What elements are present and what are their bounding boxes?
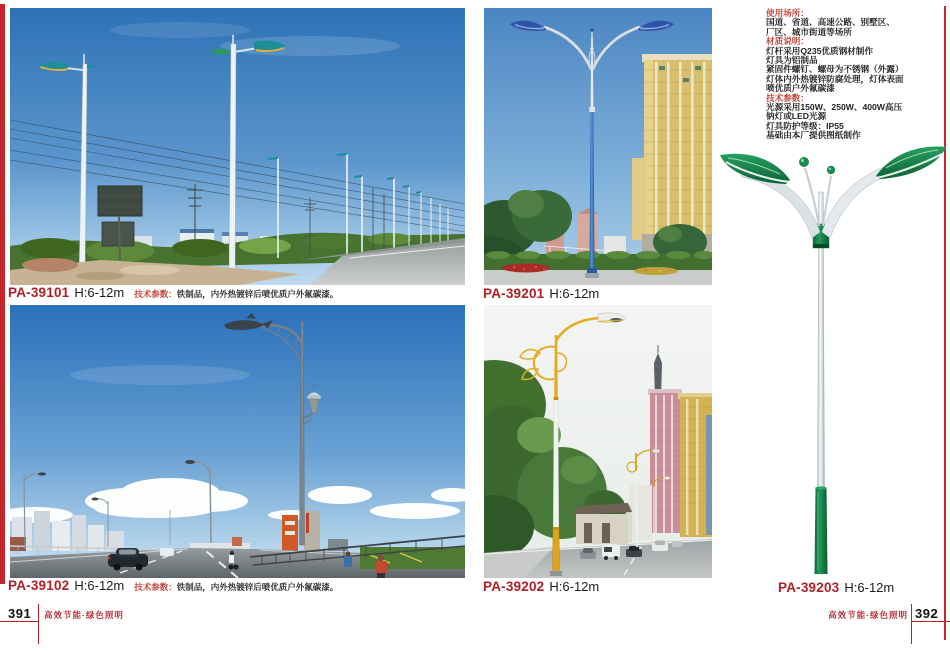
product-code: PA-39202 <box>483 579 545 594</box>
usage-heading: 使用场所： <box>766 8 809 18</box>
material-line: 灯具为铝制品 <box>766 55 818 66</box>
product-code: PA-39201 <box>483 286 545 301</box>
label-pa-39102 <box>8 578 338 593</box>
tech-line: 基础由本厂提供图纸制作 <box>766 130 861 141</box>
product-photo-pa-39201 <box>484 8 712 285</box>
label-pa-39203 <box>778 580 894 595</box>
footer-right-divider <box>911 604 912 644</box>
note-text: 铁制品，内外热镀锌后喷优质户外氟碳漆。 <box>176 289 339 299</box>
product-height: H:6-12m <box>74 285 125 300</box>
material-line: 紧固件螺钉、螺母为不锈钢（外露） <box>766 64 904 75</box>
product-photo-pa-39101 <box>10 8 465 285</box>
material-line: 灯体内外热镀锌防腐处理，灯体表面 <box>766 73 904 84</box>
footer-left-underline <box>0 621 38 622</box>
tech-line: 灯具防护等级：IP55 <box>766 120 844 131</box>
drawing-pa-39203-art <box>718 134 948 580</box>
pole <box>813 192 829 574</box>
footer-right-underline <box>911 621 950 622</box>
product-photo-pa-39202 <box>484 305 712 578</box>
usage-line: 国道、省道、高速公路、别墅区、 <box>766 17 895 28</box>
photo-pa-39102-art <box>10 305 465 578</box>
photo-pa-39202-art <box>484 305 712 578</box>
lamp-heads <box>720 147 946 184</box>
product-code: PA-39101 <box>8 285 70 300</box>
product-code: PA-39203 <box>778 580 840 595</box>
material-line: 灯杆采用Q235优质钢材制作 <box>766 45 873 56</box>
tech-heading: 技术参数： <box>766 92 809 103</box>
note-label: 技术参数： <box>134 289 177 299</box>
product-height: H:6-12m <box>549 579 600 594</box>
photo-pa-39201-art <box>484 8 712 285</box>
photo-pa-39101-art <box>10 8 465 285</box>
footer-left-divider <box>38 604 39 644</box>
product-code: PA-39102 <box>8 578 70 593</box>
product-height: H:6-12m <box>74 578 125 593</box>
note-text: 铁制品，内外热镀锌后喷优质户外氟碳漆。 <box>176 582 339 592</box>
product-height: H:6-12m <box>549 286 600 301</box>
label-pa-39201 <box>483 286 599 301</box>
house <box>572 503 632 544</box>
product-photo-pa-39102 <box>10 305 465 578</box>
footer-slogan-right: 高效节能·绿色照明 <box>828 610 908 620</box>
material-line: 喷优质户外氟碳漆 <box>766 83 835 94</box>
product-drawing-pa-39203 <box>718 134 948 580</box>
usage-line: 厂区、城市街道等场所 <box>766 26 852 37</box>
page-number-right: 392 <box>915 606 939 621</box>
label-pa-39101 <box>8 285 338 300</box>
note-label: 技术参数： <box>134 582 177 592</box>
footer-slogan-left: 高效节能·绿色照明 <box>44 610 124 620</box>
tech-line: 钠灯或LED光源 <box>766 111 827 122</box>
product-height: H:6-12m <box>844 580 895 595</box>
left-edge-red-bar <box>0 4 5 584</box>
spec-text-panel <box>766 9 942 141</box>
material-heading: 材质说明： <box>766 36 809 47</box>
label-pa-39202 <box>483 579 599 594</box>
page-number-left: 391 <box>8 606 32 621</box>
tech-line: 光源采用150W、250W、400W高压 <box>766 102 903 113</box>
